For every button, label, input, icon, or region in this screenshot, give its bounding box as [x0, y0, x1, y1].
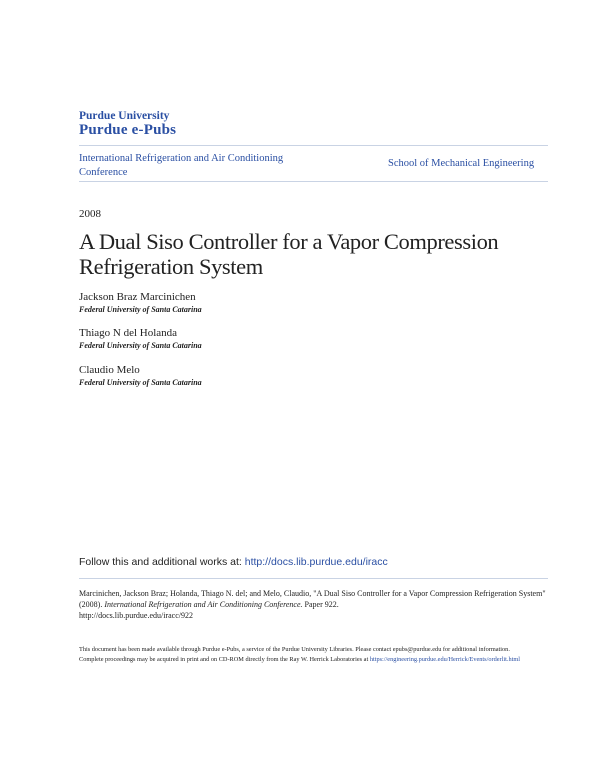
paper-title: A Dual Siso Controller for a Vapor Compression Refrigeration System [79, 229, 499, 279]
citation-conference: International Refrigeration and Air Conditioning Conference. [104, 600, 303, 609]
availability-notice [79, 645, 549, 665]
publication-year: 2008 [79, 208, 101, 220]
conference-link[interactable]: International Refrigeration and Air Conditioning Conference [79, 153, 284, 178]
header-divider-bottom [79, 181, 548, 182]
citation-block [79, 588, 549, 621]
citation-url[interactable]: http://docs.lib.purdue.edu/iracc/922 [79, 611, 193, 620]
school-link[interactable]: School of Mechanical Engineering [388, 158, 535, 169]
header-divider-top [79, 145, 548, 146]
follow-text: Follow this and additional works at: [79, 556, 245, 568]
author-name: Claudio Melo [79, 364, 140, 376]
notice-line-2: Complete proceedings may be acquired in print and on CD-ROM directly from the Ray W. Herrick Laboratories at [79, 656, 369, 663]
citation-divider [79, 578, 548, 579]
notice-line-1: This document has been made available through Purdue e-Pubs, a service of the Purdue University Libraries. Please contact epubs@purdue.edu for additional information. [79, 646, 510, 653]
author-affiliation: Federal University of Santa Catarina [79, 341, 202, 350]
author-name: Thiago N del Holanda [79, 327, 178, 339]
follow-line [79, 556, 388, 568]
author-affiliation: Federal University of Santa Catarina [79, 378, 202, 387]
herrick-link[interactable]: https://engineering.purdue.edu/Herrick/Events/orderlit.html [369, 656, 521, 663]
author-name: Jackson Braz Marcinichen [79, 291, 196, 303]
author-affiliation: Federal University of Santa Catarina [79, 305, 202, 314]
university-name: Purdue University [79, 110, 170, 122]
citation-text: Marcinichen, Jackson Braz; Holanda, Thiago N. del; and Melo, Claudio, "A Dual Siso Controller for a Vapor Compression Refrigeration System" (2008). [79, 589, 546, 609]
repository-name[interactable]: Purdue e-Pubs [79, 122, 177, 138]
citation-paper-ref: Paper 922. [304, 600, 339, 609]
collection-link[interactable]: http://docs.lib.purdue.edu/iracc [244, 556, 388, 568]
